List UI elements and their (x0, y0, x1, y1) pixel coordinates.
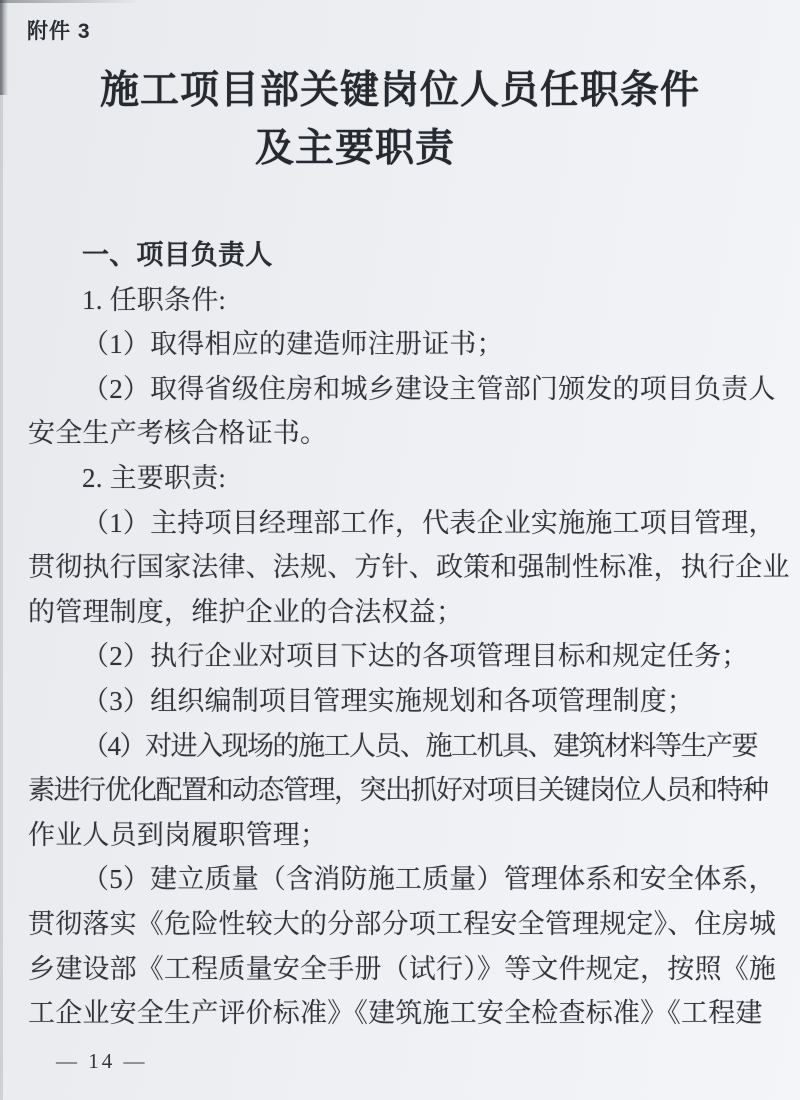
scan-top-edge-artifact (0, 0, 140, 3)
document-line: （1）主持项目经理部工作，代表企业实施施工项目管理， (82, 507, 776, 538)
document-title (0, 62, 800, 178)
document-line: （4）对进入现场的施工人员、施工机具、建筑材料等生产要 (82, 730, 757, 761)
section-heading: 一、项目负责人 (82, 240, 273, 270)
page-number: — 14 — (56, 1049, 148, 1073)
document-line: 作业人员到岗履职管理； (28, 819, 328, 850)
document-line: （5）建立质量（含消防施工质量）管理体系和安全体系， (82, 864, 776, 895)
document-line: （2）取得省级住房和城乡建设主管部门颁发的项目负责人 (82, 373, 776, 404)
document-line: 素进行优化配置和动态管理，突出抓好对项目关键岗位人员和特种 (28, 775, 768, 806)
document-title-line2: 及主要职责 (254, 127, 455, 170)
document-line: 的管理制度，维护企业的合法权益； (28, 596, 464, 627)
document-title-line1: 施工项目部关键岗位人员任职条件 (99, 69, 700, 112)
document-line: 安全生产考核合格证书。 (28, 418, 328, 449)
document-line: 1. 任职条件: (82, 284, 227, 315)
document-line: 2. 主要职责: (82, 462, 227, 493)
document-line: 乡建设部《工程质量安全手册（试行）》等文件规定，按照《施 (28, 953, 777, 984)
document-line: （2）执行企业对项目下达的各项管理目标和规定任务； (82, 641, 749, 672)
document-line: 工企业安全生产评价标准》《建筑施工安全检查标准》《工程建 (28, 998, 763, 1029)
document-line: （1）取得相应的建造师注册证书； (82, 329, 504, 360)
attachment-label: 附件 3 (27, 20, 91, 43)
document-body (28, 233, 790, 1036)
document-line: 贯彻执行国家法律、法规、方针、政策和强制性标准，执行企业 (28, 552, 790, 583)
document-line: （3）组织编制项目管理实施规划和各项管理制度； (82, 685, 695, 716)
document-line: 贯彻落实《危险性较大的分部分项工程安全管理规定》、住房城 (28, 908, 777, 939)
